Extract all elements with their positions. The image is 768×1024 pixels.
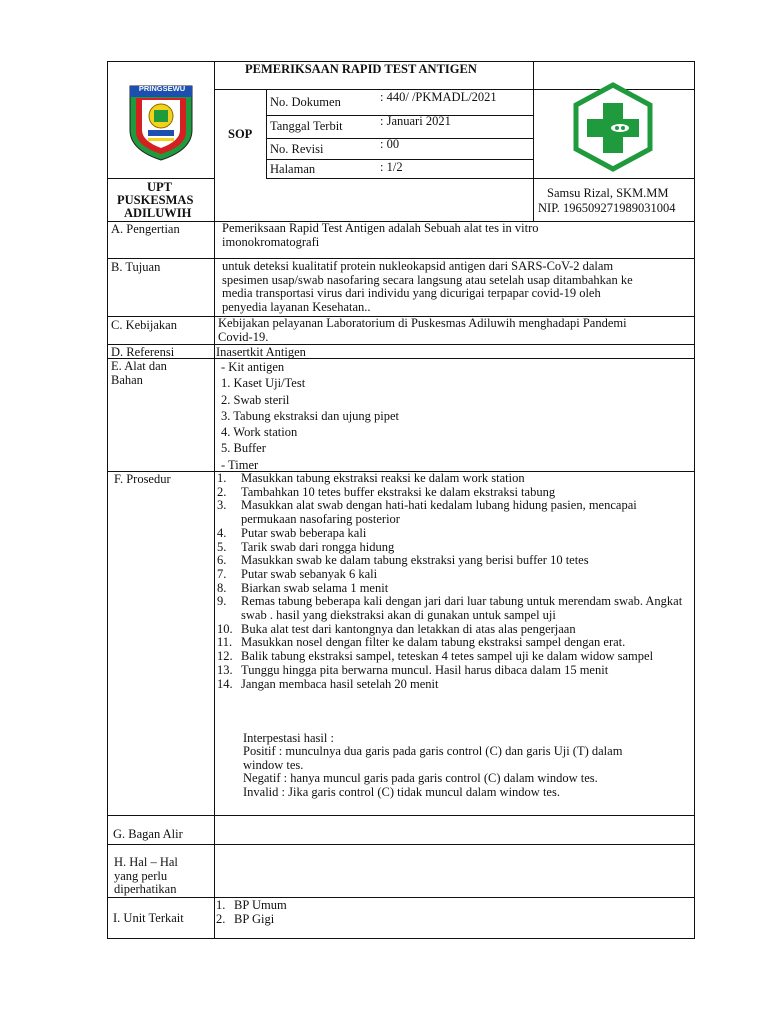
alat-item: - Timer bbox=[221, 457, 259, 472]
meta-value-no-revisi: : 00 bbox=[380, 137, 400, 151]
logo-text: PRINGSEWU bbox=[138, 84, 186, 93]
prosedur-step: 6. Masukkan swab ke dalam tabung ekstraksi yang berisi buffer 10 tetes bbox=[217, 553, 589, 568]
alat-item: 3. Tabung ekstraksi dan ujung pipet bbox=[221, 408, 400, 423]
tujuan-line: spesimen usap/swab nasofaring secara langsung atau setelah usap ditambahkan ke bbox=[222, 272, 633, 287]
pengertian-line: Pemeriksaan Rapid Test Antigen adalah Sebuah alat tes in vitro bbox=[222, 221, 539, 235]
interpretasi-title: Interpestasi hasil : bbox=[243, 731, 334, 745]
meta-label-tanggal-terbit: Tanggal Terbit bbox=[270, 119, 343, 133]
text-pengertian bbox=[222, 222, 539, 249]
unit-name-line1: UPT bbox=[147, 180, 172, 194]
tujuan-line: untuk deteksi kualitatif protein nukleokapsid antigen dari SARS-CoV-2 dalam bbox=[222, 259, 614, 273]
label-alat-line1: E. Alat dan bbox=[111, 359, 167, 373]
unit-terkait-item: 1. BP Umum bbox=[216, 898, 287, 912]
meta-label-no-revisi: No. Revisi bbox=[270, 142, 324, 156]
text-kebijakan bbox=[218, 317, 627, 344]
label-referensi: D. Referensi bbox=[111, 345, 175, 359]
prosedur-step: 13. Tunggu hingga pita berwarna muncul. Hasil harus dibaca dalam 15 menit bbox=[217, 662, 609, 677]
prosedur-step: 2. Tambahkan 10 tetes buffer ekstraksi ke dalam ekstraksi tabung bbox=[217, 484, 556, 499]
prosedur-step: 9. Remas tabung beberapa kali dengan jari dari luar tabung untuk merendam swab. Angkat swab . hasil yang diekstraksi akan di gunakan untuk sampel uji bbox=[217, 594, 683, 623]
pringsewu-logo bbox=[126, 80, 196, 162]
prosedur-step: 3. Masukkan alat swab dengan hati-hati kedalam lubang hidung pasien, mencapai permukaan nasofaring posterior bbox=[217, 498, 637, 527]
tujuan-line: media transportasi virus dari individu yang dicurigai terpapar covid-19 oleh bbox=[222, 286, 601, 300]
meta-value-no-dokumen: : 440/ /PKMADL/2021 bbox=[380, 90, 497, 104]
hal-label-line: H. Hal – Hal bbox=[114, 855, 178, 869]
prosedur-step: 11. Masukkan nosel dengan filter ke dalam tabung ekstraksi sampel dengan erat. bbox=[217, 635, 626, 650]
label-bagan-alir: G. Bagan Alir bbox=[113, 827, 183, 841]
text-referensi: Inasertkit Antigen bbox=[216, 345, 306, 359]
pengertian-line: imonokromatografi bbox=[222, 234, 320, 249]
label-kebijakan: C. Kebijakan bbox=[111, 318, 177, 332]
alat-item: - Kit antigen bbox=[221, 360, 285, 374]
unit-name-line2: PUSKESMAS bbox=[117, 193, 194, 207]
prosedur-step: 10. Buka alat test dari kantongnya dan letakkan di atas alas pengerjaan bbox=[217, 621, 576, 636]
alat-item: 4. Work station bbox=[221, 425, 298, 440]
prosedur-step: 4. Putar swab beberapa kali bbox=[217, 525, 367, 540]
interpretasi-line: Invalid : Jika garis control (C) tidak muncul dalam window tes. bbox=[243, 784, 560, 799]
meta-value-halaman: : 1/2 bbox=[380, 160, 403, 174]
label-hal-perlu-diperhatikan bbox=[114, 856, 178, 897]
meta-value-tanggal-terbit: : Januari 2021 bbox=[380, 114, 451, 128]
prosedur-step: 8. Biarkan swab selama 1 menit bbox=[217, 580, 389, 595]
signer-nip: NIP. 196509271989031004 bbox=[538, 201, 676, 215]
interpretasi-line: Negatif : hanya muncul garis pada garis control (C) dalam window tes. bbox=[243, 771, 598, 785]
prosedur-steps bbox=[215, 472, 685, 691]
text-tujuan bbox=[222, 260, 633, 314]
sop-label: SOP bbox=[228, 127, 253, 141]
label-alat-line2: Bahan bbox=[111, 373, 143, 387]
health-cross-logo bbox=[570, 81, 656, 173]
interpretasi-line: Positif : munculnya dua garis pada garis control (C) dan garis Uji (T) dalam bbox=[243, 744, 623, 758]
alat-list bbox=[221, 359, 399, 473]
unit-terkait-item: 2. BP Gigi bbox=[216, 912, 275, 926]
label-pengertian: A. Pengertian bbox=[111, 222, 180, 236]
prosedur-step: 14. Jangan membaca hasil setelah 20 menit bbox=[217, 676, 439, 691]
hal-label-line: yang perlu bbox=[114, 868, 168, 883]
alat-item: 1. Kaset Uji/Test bbox=[221, 376, 306, 391]
alat-item: 5. Buffer bbox=[221, 441, 266, 456]
label-prosedur: F. Prosedur bbox=[114, 472, 171, 486]
meta-label-no-dokumen: No. Dokumen bbox=[270, 95, 341, 109]
label-tujuan: B. Tujuan bbox=[111, 260, 161, 274]
prosedur-step: 12. Balik tabung ekstraksi sampel, teteskan 4 tetes sampel uji ke dalam widow sampel bbox=[217, 649, 654, 664]
prosedur-step: 5. Tarik swab dari rongga hidung bbox=[217, 539, 395, 554]
meta-label-halaman: Halaman bbox=[270, 162, 316, 176]
kebijakan-line: Kebijakan pelayanan Laboratorium di Puskesmas Adiluwih menghadapi Pandemi bbox=[218, 316, 627, 330]
signer-name: Samsu Rizal, SKM.MM bbox=[547, 186, 669, 200]
alat-item: 2. Swab steril bbox=[221, 392, 290, 407]
kebijakan-line: Covid-19. bbox=[218, 329, 269, 344]
interpretasi-line: window tes. bbox=[243, 757, 304, 772]
unit-name-line3: ADILUWIH bbox=[124, 206, 192, 220]
label-unit-terkait: I. Unit Terkait bbox=[113, 911, 184, 925]
unit-terkait-list bbox=[216, 898, 287, 926]
prosedur-step: 1. Masukkan tabung ekstraksi reaksi ke dalam work station bbox=[217, 471, 525, 485]
document-title: PEMERIKSAAN RAPID TEST ANTIGEN bbox=[245, 62, 477, 76]
prosedur-step: 7. Putar swab sebanyak 6 kali bbox=[217, 566, 378, 581]
hal-label-line: diperhatikan bbox=[114, 882, 177, 896]
interpretasi-text bbox=[243, 745, 622, 799]
tujuan-line: penyedia layanan Kesehatan.. bbox=[222, 299, 371, 314]
